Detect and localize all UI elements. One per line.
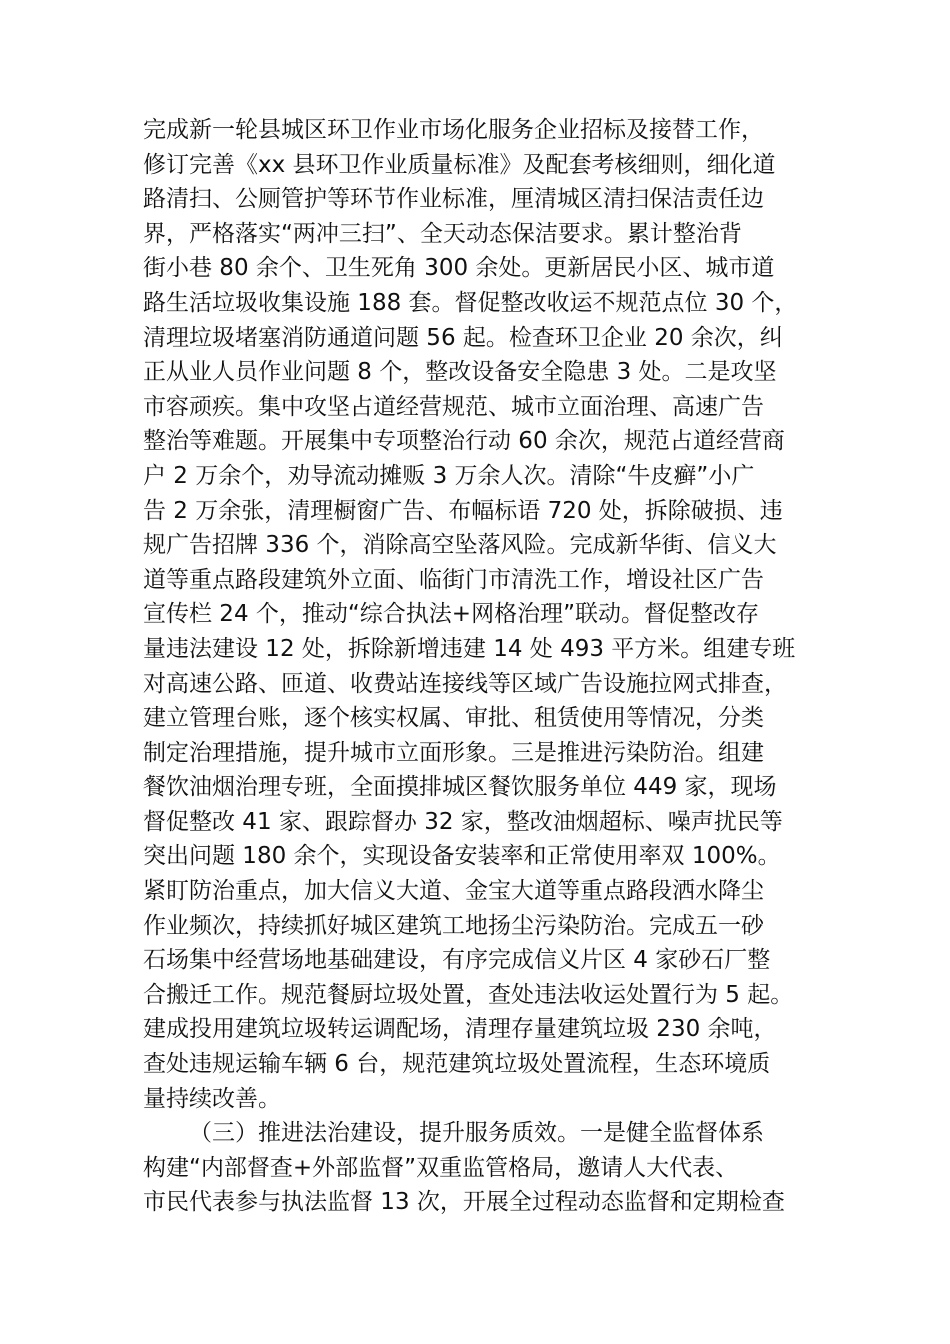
text-line: 查处违规运输车辆 6 台，规范建筑垃圾处置流程，生态环境质 [143, 1051, 771, 1078]
text-line: 量违法建设 12 处，拆除新增违建 14 处 493 平方米。组建专班 [143, 635, 796, 662]
text-line: 道等重点路段建筑外立面、临街门市清洗工作，增设社区广告 [143, 566, 764, 593]
text-line: 清理垃圾堵塞消防通道问题 56 起。检查环卫企业 20 余次，纠 [143, 324, 783, 351]
text-line: 户 2 万余个，劝导流动摊贩 3 万余人次。清除“牛皮癣”小广 [143, 462, 755, 489]
text-line: 建立管理台账，逐个核实权属、审批、租赁使用等情况，分类 [143, 705, 764, 732]
text-line: 正从业人员作业问题 8 个，整改设备安全隐患 3 处。二是攻坚 [143, 359, 777, 386]
text-line: 餐饮油烟治理专班，全面摸排城区餐饮服务单位 449 家，现场 [143, 774, 777, 801]
text-line: 修订完善《xx 县环卫作业质量标准》及配套考核细则，细化道 [143, 151, 776, 178]
text-line: 路生活垃圾收集设施 188 套。督促整改收运不规范点位 30 个， [143, 289, 798, 316]
text-line: 紧盯防治重点，加大信义大道、金宝大道等重点路段洒水降尘 [143, 878, 764, 905]
text-line: 市容顽疾。集中攻坚占道经营规范、城市立面治理、高速广告 [143, 393, 764, 420]
text-line: 建成投用建筑垃圾转运调配场，清理存量建筑垃圾 230 余吨， [143, 1016, 777, 1043]
text-line: 整治等难题。开展集中专项整治行动 60 余次，规范占道经营商 [143, 428, 785, 455]
text-line: 制定治理措施，提升城市立面形象。三是推进污染防治。组建 [143, 739, 764, 766]
text-line: 规广告招牌 336 个，消除高空坠落风险。完成新华街、信义大 [143, 532, 777, 559]
text-line: 完成新一轮县城区环卫作业市场化服务企业招标及接替工作， [143, 117, 764, 143]
text-line: 告 2 万余张，清理橱窗广告、布幅标语 720 处，拆除破损、违 [143, 497, 783, 524]
text-line: 量持续改善。 [143, 1085, 281, 1112]
text-line: 街小巷 80 余个、卫生死角 300 余处。更新居民小区、城市道 [143, 255, 775, 282]
body-text [143, 113, 843, 1220]
text-line: 宣传栏 24 个，推动“综合执法+网格治理”联动。督促整改存 [143, 601, 759, 628]
text-line: 合搬迁工作。规范餐厨垃圾处置，查处违法收运处置行为 5 起。 [143, 981, 794, 1008]
text-line: 对高速公路、匝道、收费站连接线等区域广告设施拉网式排查， [143, 670, 787, 697]
text-line: 作业频次，持续抓好城区建筑工地扬尘污染防治。完成五一砂 [143, 912, 764, 939]
section-heading-line: （三）推进法治建设，提升服务质效。一是健全监督体系 [189, 1120, 764, 1147]
text-line: 督促整改 41 家、跟踪督办 32 家，整改油烟超标、噪声扰民等 [143, 808, 783, 835]
text-line: 构建“内部督查+外部监督”双重监管格局，邀请人大代表、 [143, 1154, 739, 1181]
text-line: 界，严格落实“两冲三扫”、全天动态保洁要求。累计整治背 [143, 220, 742, 247]
text-line: 市民代表参与执法监督 13 次，开展全过程动态监督和定期检查 [143, 1189, 785, 1216]
text-line: 路清扫、公厕管护等环节作业标准，厘清城区清扫保洁责任边 [143, 186, 764, 213]
text-line: 突出问题 180 余个，实现设备安装率和正常使用率双 100%。 [143, 843, 781, 870]
text-line: 石场集中经营场地基础建设，有序完成信义片区 4 家砂石厂整 [143, 947, 771, 974]
